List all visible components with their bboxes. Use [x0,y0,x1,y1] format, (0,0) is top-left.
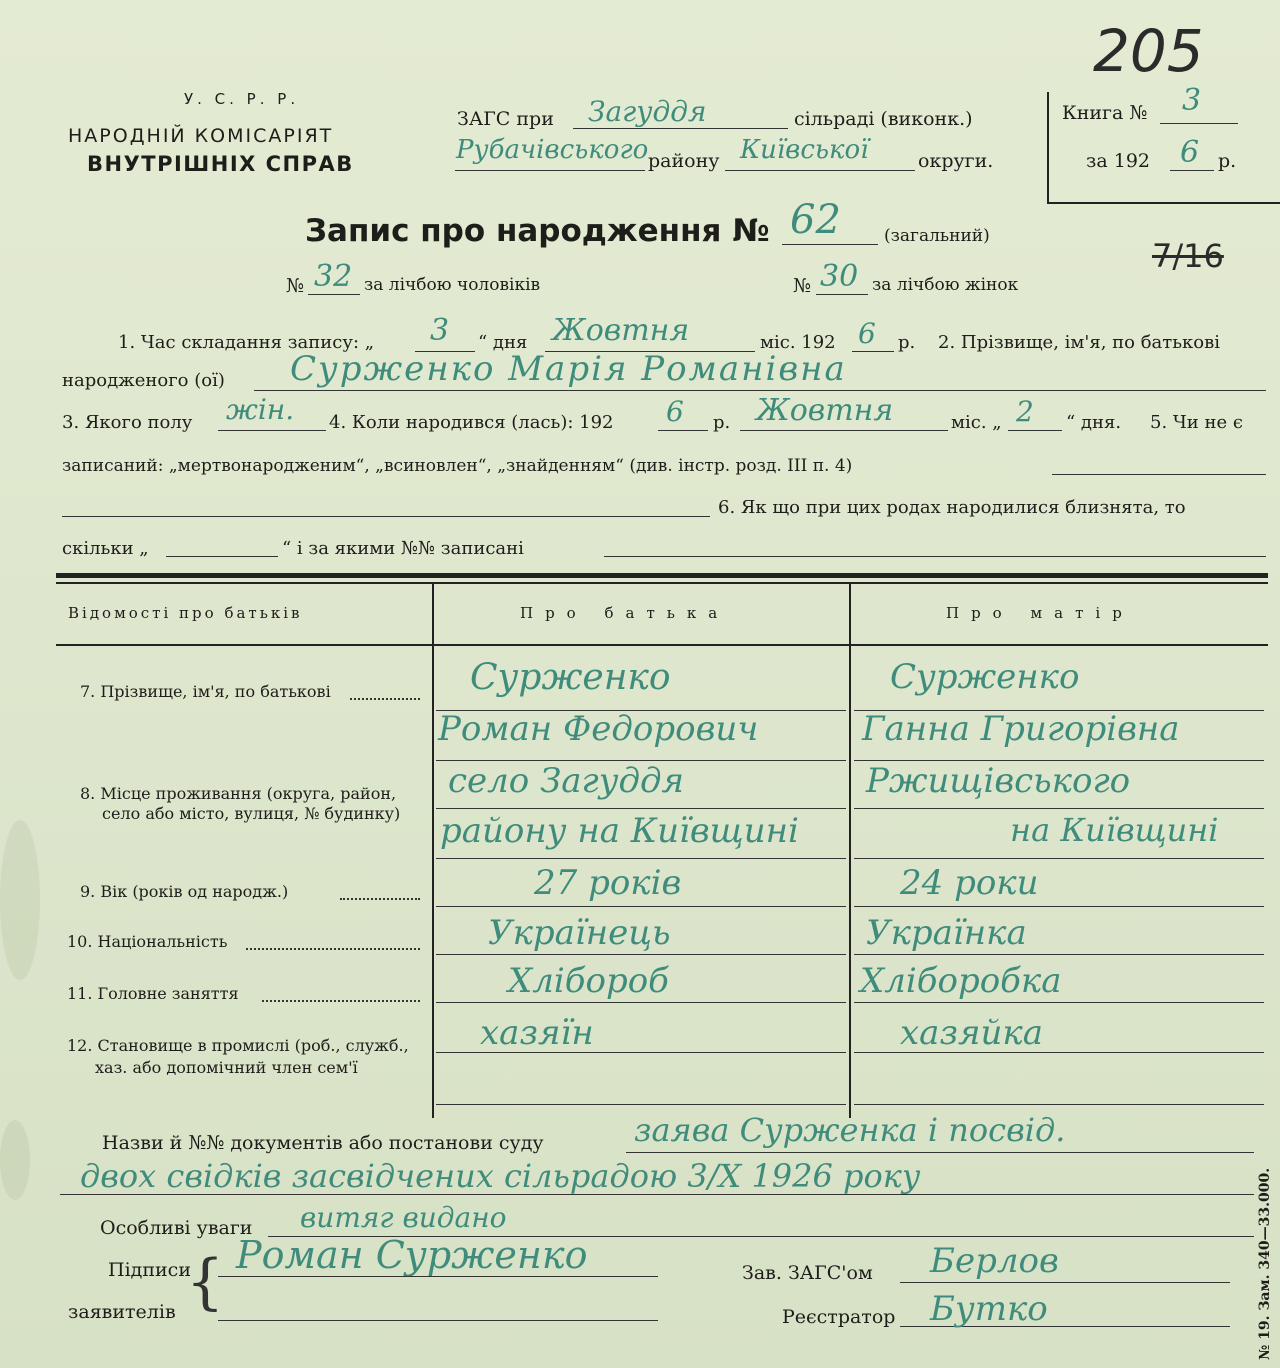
registrar-label: Реєстратор [782,1306,896,1328]
book-label: Книга № [1062,102,1148,124]
head-label: Зав. ЗАГС'ом [742,1262,873,1284]
row-line [854,1002,1264,1003]
row-dots [246,948,420,950]
f4-year-suffix: р. [713,412,731,433]
record-title: Запис про народження № [305,213,770,249]
row-line [436,906,846,907]
row-dots [350,698,420,700]
f4-day-suffix: “ дня. [1066,412,1122,433]
f5-label: 5. Чи не є [1150,412,1243,433]
men-line [308,294,360,295]
okruha-label: округи. [918,150,994,172]
f6-count-line [166,556,278,557]
father-age: 27 років [534,863,682,903]
f4-year: 6 [666,395,684,428]
book-value: 3 [1182,83,1202,118]
mother-surname: Сурженко [890,657,1080,697]
row-line [854,858,1264,859]
commissariat-line2: ВНУТРІШНІХ СПРАВ [87,152,354,176]
child-name-value: Сурженко Марія Романівна [290,349,847,389]
men-label: за лічбою чоловіків [364,275,541,295]
signatures-label-1: Підписи [108,1259,191,1281]
mother-occupation: Хліборобка [860,961,1062,1001]
docs-value-1: заява Сурженка і посвід. [634,1111,1066,1149]
record-number-line [782,244,878,245]
f4-month: Жовтня [756,393,894,428]
women-line [816,294,868,295]
year-prefix: за 192 [1086,150,1150,172]
f1-year: 6 [858,317,876,350]
father-residence-1: село Загуддя [448,761,685,801]
applicant-signature: Роман Сурженко [236,1233,588,1277]
commissariat-line1: НАРОДНІЙ КОМІСАРІЯТ [68,125,334,147]
f5-cont: записаний: „мертвонародженим“, „всиновлен“, „знайденням“ (див. інстр. розд. III п. 4) [62,456,853,476]
f3-label: 3. Якого полу [62,412,193,433]
okruha-line [725,170,915,171]
f6-cont-a: скільки „ [62,538,149,559]
notes-label: Особливі уваги [100,1217,253,1239]
row-label-status-2: хаз. або допомічний член сем'ї [95,1058,358,1077]
f2-cont: народженого (ої) [62,370,225,391]
okruha-value: Київської [740,135,869,165]
zags-prefix: ЗАГС при [457,108,554,130]
head-line [900,1282,1230,1283]
book-line [1160,123,1238,124]
table-header-father: Про батька [520,604,730,622]
men-prefix: № [286,275,304,297]
paper-stain [0,820,40,980]
docs-line-1 [626,1152,1254,1153]
mother-status: хазяйка [900,1013,1043,1053]
row-label-nationality: 10. Національність [67,932,228,951]
notes-value: витяг видано [300,1201,507,1234]
table-top-rule [56,573,1268,578]
zags-village-line [573,128,788,129]
f1-day-suffix: “ дня [478,332,528,353]
zags-suffix: сільраді (виконк.) [794,108,973,130]
table-header-info: Відомості про батьків [68,604,303,622]
row-line [854,1104,1264,1105]
row-line [854,906,1264,907]
mother-residence-2: на Київщині [1010,811,1219,849]
signatures-brace: { [186,1247,225,1317]
sex-value: жін. [226,393,295,426]
f1-year-suffix: р. [898,332,916,353]
year-value: 6 [1180,135,1200,170]
side-mark: 7/16 [1152,237,1224,275]
f6-numbers-line [604,556,1266,557]
row-dots [340,898,420,900]
mother-age: 24 роки [900,863,1039,903]
record-number: 62 [790,197,841,243]
row-line [436,808,846,809]
row-line [436,954,846,955]
father-occupation: Хлібороб [508,961,669,1001]
women-value: 30 [820,259,859,294]
f4-month-suffix: міс. „ [951,412,1002,433]
year-suffix: р. [1218,150,1237,172]
mother-nationality: Українка [866,913,1027,953]
f4-year-line [658,430,708,431]
row-line [436,1002,846,1003]
side-print: № 19. Зам. 340—33.000. [1257,1167,1273,1360]
sheet-number: 205 [1093,17,1204,85]
raion-label: району [648,150,720,172]
f4-label: 4. Коли народився (лась): 192 [329,412,614,433]
row-label-age: 9. Вік (років од народж.) [80,882,289,901]
year-line [1170,170,1214,171]
f4-month-line [740,430,948,431]
women-prefix: № [793,275,811,297]
f1-year-prefix: міс. 192 [760,332,836,353]
f4-day-line [1008,430,1062,431]
ussr-label: У. С. Р. Р. [184,90,300,108]
row-dots [262,1000,420,1002]
f2-line [254,390,1266,391]
signature-line-1 [218,1276,658,1277]
raion-value: Рубачівського [456,135,649,165]
row-label-residence-1: 8. Місце проживання (округа, район, [80,784,397,803]
mother-name: Ганна Григорівна [862,709,1180,749]
row-label-occupation: 11. Головне заняття [67,984,239,1003]
raion-line [455,170,645,171]
docs-label: Назви й №№ документів або постанови суду [102,1132,544,1154]
f3-line [218,430,326,431]
row-label-surname: 7. Прізвище, ім'я, по батькові [80,682,331,701]
men-value: 32 [314,259,353,294]
father-surname: Сурженко [470,657,671,698]
row-line [436,1104,846,1105]
f1-label: 1. Час складання запису: „ [118,332,375,353]
father-name: Роман Федорович [438,709,759,749]
table-header-rule [56,644,1268,646]
row-line [436,858,846,859]
f6-cont-b: “ і за якими №№ записані [282,538,524,559]
row-label-status-1: 12. Становище в промислі (роб., служб., [67,1036,409,1055]
f6-label: 6. Як що при цих родах народилися близнята, то [718,497,1186,518]
f6-pre-line [62,516,710,517]
zags-village-value: Загуддя [588,95,707,128]
mother-residence-1: Ржищівського [866,761,1131,801]
docs-value-2: двох свідків засвідчених сільрадою 3/X 1926 року [80,1157,921,1195]
f1-day: 3 [430,313,450,348]
father-residence-2: району на Київщині [440,811,799,851]
head-signature: Берлов [930,1241,1059,1281]
registrar-signature: Бутко [930,1289,1048,1329]
f1-month: Жовтня [552,313,690,348]
women-label: за лічбою жінок [872,275,1019,295]
f2-label: 2. Прізвище, ім'я, по батькові [938,332,1221,353]
row-label-residence-2: село або місто, вулиця, № будинку) [102,804,401,823]
signature-line-2 [218,1320,658,1321]
table-header-mother: Про матір [946,604,1134,622]
signatures-label-2: заявителів [68,1301,176,1323]
row-line [854,954,1264,955]
paper-stain [0,1120,30,1200]
father-status: хазяїн [480,1013,594,1053]
table-col-divider-1 [432,584,434,1118]
f4-day: 2 [1016,395,1034,428]
row-line [854,808,1264,809]
father-nationality: Українець [488,913,671,953]
table-top-rule-thin [56,582,1268,584]
record-title-suffix: (загальний) [884,226,990,246]
f1-year-line [852,351,894,352]
table-col-divider-2 [849,584,851,1118]
f5-line [1052,474,1266,475]
